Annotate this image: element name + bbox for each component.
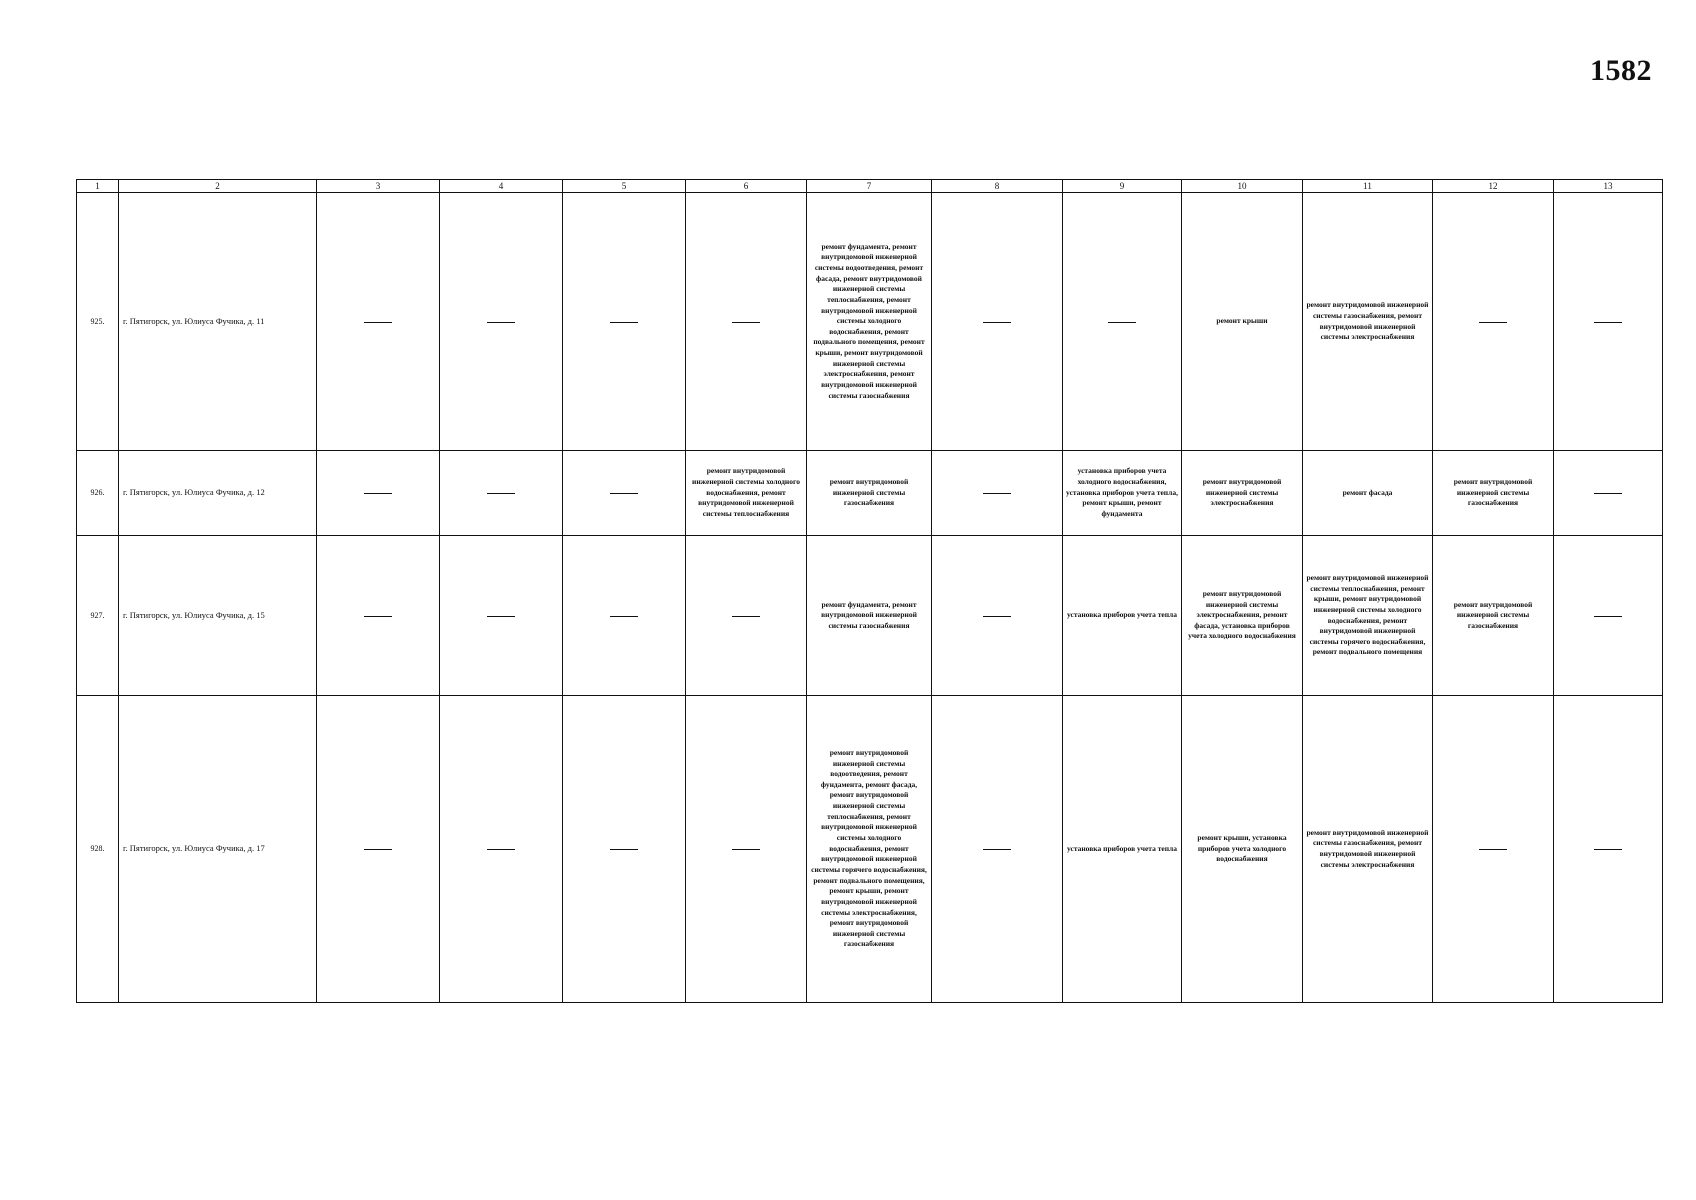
dash-mark	[732, 322, 760, 323]
column-header-8: 8	[932, 180, 1063, 193]
empty-cell	[317, 193, 440, 451]
dash-mark	[983, 322, 1011, 323]
dash-mark	[1108, 322, 1136, 323]
dash-mark	[487, 849, 515, 850]
empty-cell	[1554, 696, 1663, 1003]
row-number: 927.	[77, 536, 119, 696]
work-cell-col-11: ремонт фасада	[1303, 451, 1433, 536]
column-header-3: 3	[317, 180, 440, 193]
table-row	[77, 193, 1663, 451]
work-cell-col-11: ремонт внутридомовой инженерной системы газоснабжения, ремонт внутридомовой инженерной системы электроснабжения	[1303, 193, 1433, 451]
work-cell-col-9: установка приборов учета тепла	[1063, 536, 1182, 696]
work-cell-col-6: ремонт внутридомовой инженерной системы холодного водоснабжения, ремонт внутридомовой инженерной системы теплоснабжения	[686, 451, 807, 536]
empty-cell	[1554, 193, 1663, 451]
column-header-4: 4	[440, 180, 563, 193]
row-number: 928.	[77, 696, 119, 1003]
dash-mark	[732, 849, 760, 850]
empty-cell	[686, 536, 807, 696]
address-cell: г. Пятигорск, ул. Юлиуса Фучика, д. 11	[119, 193, 317, 451]
dash-mark	[1594, 849, 1622, 850]
dash-mark	[1594, 322, 1622, 323]
empty-cell	[317, 696, 440, 1003]
dash-mark	[983, 493, 1011, 494]
empty-cell	[563, 451, 686, 536]
dash-mark	[610, 322, 638, 323]
empty-cell	[1433, 193, 1554, 451]
empty-cell	[1063, 193, 1182, 451]
work-cell-col-9: установка приборов учета холодного водоснабжения, установка приборов учета тепла, ремонт крыши, ремонт фундамента	[1063, 451, 1182, 536]
empty-cell	[1433, 696, 1554, 1003]
column-header-11: 11	[1303, 180, 1433, 193]
table-row	[77, 451, 1663, 536]
dash-mark	[364, 849, 392, 850]
empty-cell	[440, 696, 563, 1003]
page-number: 1582	[1590, 54, 1652, 87]
column-header-13: 13	[1554, 180, 1663, 193]
empty-cell	[932, 696, 1063, 1003]
empty-cell	[686, 193, 807, 451]
empty-cell	[563, 193, 686, 451]
dash-mark	[487, 493, 515, 494]
column-header-9: 9	[1063, 180, 1182, 193]
dash-mark	[1479, 849, 1507, 850]
column-header-12: 12	[1433, 180, 1554, 193]
empty-cell	[1554, 451, 1663, 536]
dash-mark	[983, 849, 1011, 850]
work-cell-col-10: ремонт внутридомовой инженерной системы электроснабжения, ремонт фасада, установка приборов учета холодного водоснабжения	[1182, 536, 1303, 696]
empty-cell	[317, 536, 440, 696]
work-cell-col-10: ремонт внутридомовой инженерной системы электроснабжения	[1182, 451, 1303, 536]
dash-mark	[1594, 616, 1622, 617]
dash-mark	[610, 616, 638, 617]
work-cell-col-7: ремонт внутридомовой инженерной системы газоснабжения	[807, 451, 932, 536]
table-row	[77, 536, 1663, 696]
empty-cell	[440, 193, 563, 451]
dash-mark	[364, 493, 392, 494]
dash-mark	[364, 616, 392, 617]
empty-cell	[317, 451, 440, 536]
address-cell: г. Пятигорск, ул. Юлиуса Фучика, д. 17	[119, 696, 317, 1003]
column-header-10: 10	[1182, 180, 1303, 193]
work-cell-col-11: ремонт внутридомовой инженерной системы теплоснабжения, ремонт крыши, ремонт внутридомовой инженерной системы холодного водоснабжения, ремонт внутридомовой инженерной системы горячего водоснабжения, ремонт подвального помещения	[1303, 536, 1433, 696]
empty-cell	[686, 696, 807, 1003]
dash-mark	[610, 493, 638, 494]
empty-cell	[440, 451, 563, 536]
dash-mark	[364, 322, 392, 323]
column-number-header	[77, 180, 1663, 193]
table-row	[77, 696, 1663, 1003]
dash-mark	[983, 616, 1011, 617]
work-cell-col-12: ремонт внутридомовой инженерной системы газоснабжения	[1433, 536, 1554, 696]
work-cell-col-11: ремонт внутридомовой инженерной системы газоснабжения, ремонт внутридомовой инженерной системы электроснабжения	[1303, 696, 1433, 1003]
work-cell-col-10: ремонт крыши, установка приборов учета холодного водоснабжения	[1182, 696, 1303, 1003]
column-header-7: 7	[807, 180, 932, 193]
column-header-5: 5	[563, 180, 686, 193]
column-header-1: 1	[77, 180, 119, 193]
empty-cell	[932, 193, 1063, 451]
empty-cell	[563, 536, 686, 696]
column-header-2: 2	[119, 180, 317, 193]
table-body	[77, 193, 1663, 1003]
work-cell-col-7: ремонт внутридомовой инженерной системы водоотведения, ремонт фундамента, ремонт фасада, ремонт внутридомовой инженерной системы теплоснабжения, ремонт внутридомовой инженерной системы холодного водоснабжения, ремонт внутридомовой инженерной системы горячего водоснабжения, ремонт подвального помещения, ремонт крыши, ремонт внутридомовой инженерной системы электроснабжения, ремонт внутридомовой инженерной системы газоснабжения	[807, 696, 932, 1003]
work-cell-col-9: установка приборов учета тепла	[1063, 696, 1182, 1003]
column-header-6: 6	[686, 180, 807, 193]
row-number: 926.	[77, 451, 119, 536]
address-cell: г. Пятигорск, ул. Юлиуса Фучика, д. 12	[119, 451, 317, 536]
empty-cell	[932, 451, 1063, 536]
dash-mark	[487, 322, 515, 323]
work-cell-col-10: ремонт крыши	[1182, 193, 1303, 451]
dash-mark	[732, 616, 760, 617]
empty-cell	[440, 536, 563, 696]
dash-mark	[610, 849, 638, 850]
work-cell-col-7: ремонт фундамента, ремонт внутридомовой инженерной системы водоотведения, ремонт фасада, ремонт внутридомовой инженерной системы теплоснабжения, ремонт внутридомовой инженерной системы холодного водоснабжения, ремонт подвального помещения, ремонт крыши, ремонт внутридомовой инженерной системы электроснабжения, ремонт внутридомовой инженерной системы газоснабжения	[807, 193, 932, 451]
dash-mark	[1594, 493, 1622, 494]
empty-cell	[1554, 536, 1663, 696]
address-cell: г. Пятигорск, ул. Юлиуса Фучика, д. 15	[119, 536, 317, 696]
empty-cell	[932, 536, 1063, 696]
row-number: 925.	[77, 193, 119, 451]
work-cell-col-7: ремонт фундамента, ремонт внутридомовой инженерной системы газоснабжения	[807, 536, 932, 696]
repair-schedule-table	[76, 179, 1663, 1003]
empty-cell	[563, 696, 686, 1003]
dash-mark	[487, 616, 515, 617]
work-cell-col-12: ремонт внутридомовой инженерной системы газоснабжения	[1433, 451, 1554, 536]
dash-mark	[1479, 322, 1507, 323]
